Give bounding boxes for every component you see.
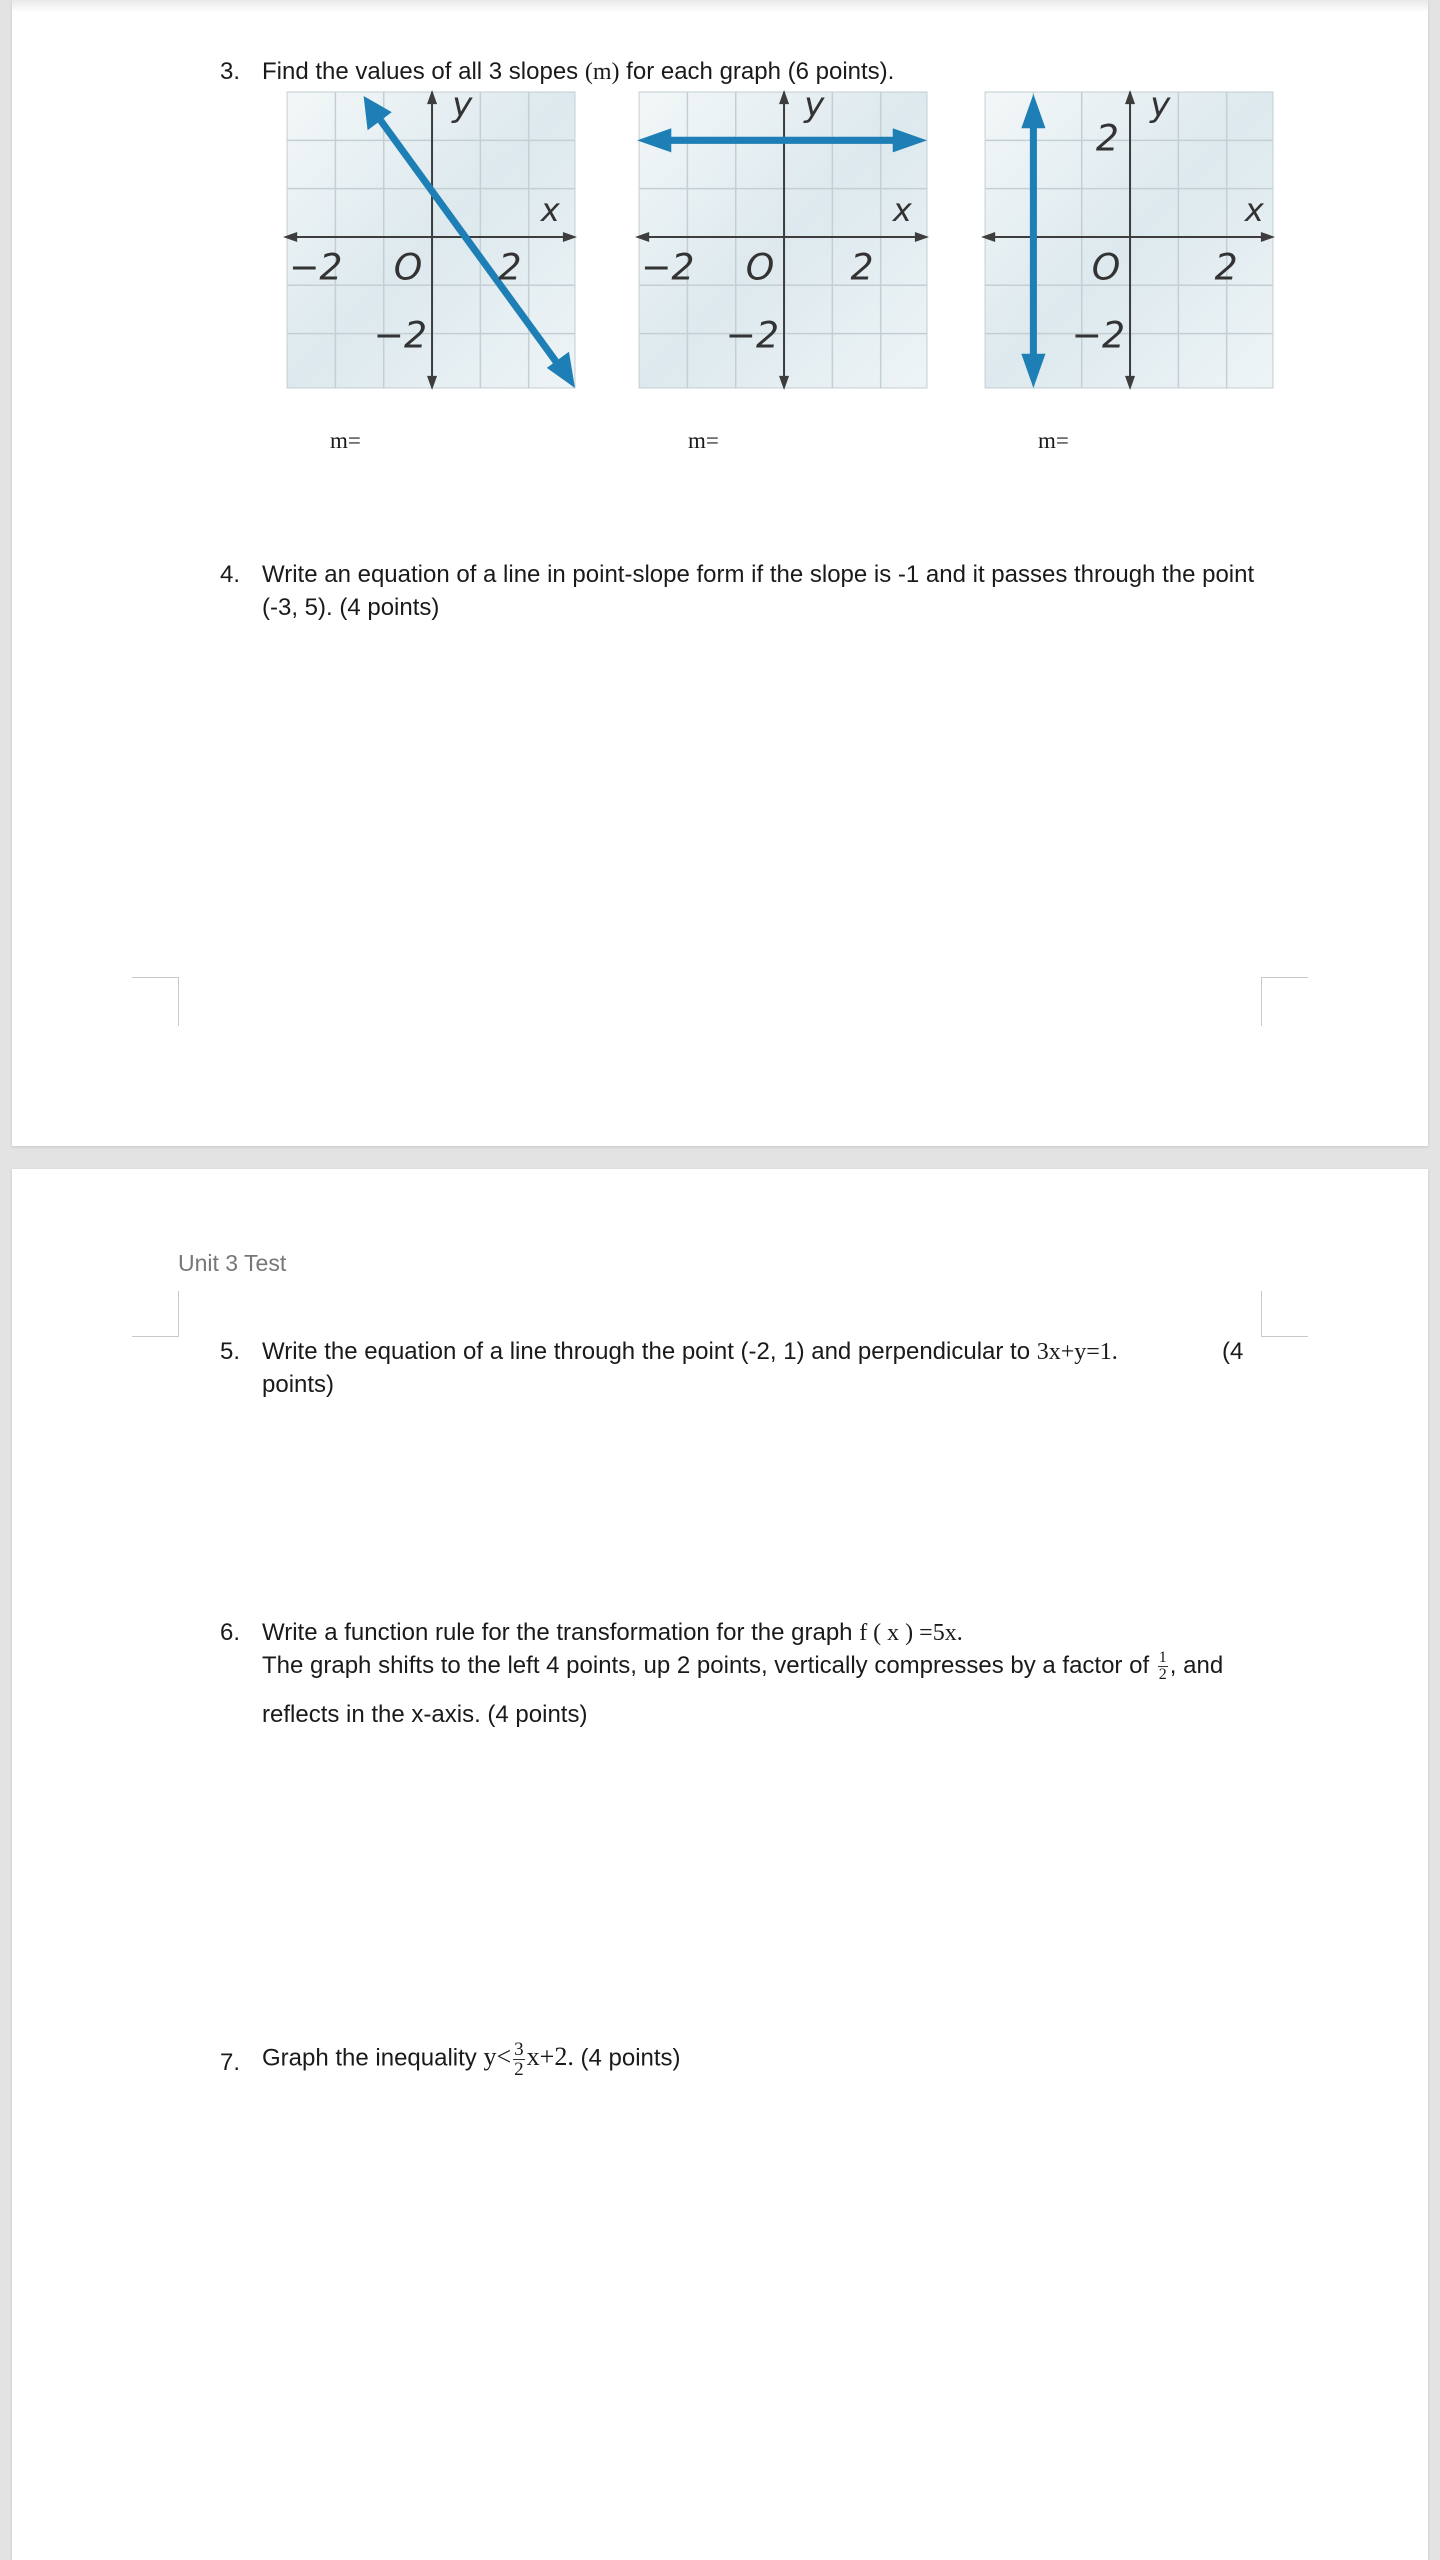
question-text-line: (-3, 5). (4 points) [262,594,440,621]
page-header: Unit 3 Test [178,1250,287,1276]
margin-crop-mark [1261,1291,1308,1337]
tick-label: 2 [1095,116,1119,160]
y-axis-label: y [804,90,825,126]
question-text-line: Graph the inequality y< $\frac{3}{2}$ x+2. (4 points) [262,2039,681,2080]
tick-label: 2 [498,245,522,289]
fraction: $\frac{1}{2}$ [1158,1649,1167,1684]
tick-label: −2 [641,245,695,289]
function-expression: f ( x ) =5x. [859,1620,963,1646]
question-text-line: Write a function rule for the transformation for the graph f ( x ) =5x. [262,1619,963,1646]
graph-horizontal-line [622,90,934,392]
origin-label: O [393,245,423,289]
question-number: 5. [220,1338,241,1365]
question-6 [12,1616,1428,1736]
question-7 [12,2040,1428,2110]
y-axis-label: y [1150,90,1171,126]
question-text-line: Write the equation of a line through the point (-2, 1) and perpendicular to 3x+y=1. [262,1338,1118,1365]
origin-label: O [745,245,775,289]
tick-label: −2 [1071,313,1126,357]
y-axis-label: y [452,90,473,126]
question-number: 3. [220,58,241,85]
question-number: 6. [220,1619,241,1646]
question-5 [12,1335,1428,1405]
question-text: Find the values of all 3 slopes (m) for each graph (6 points). [262,58,895,85]
tick-label: 2 [850,245,874,289]
points-value: points) [262,1371,335,1398]
margin-crop-mark [1261,977,1308,1026]
slope-answer-label: m= [1038,428,1069,453]
margin-crop-mark [132,977,179,1026]
tick-label: 2 [1214,245,1238,289]
slope-answer-label: m= [330,428,361,453]
graph-vertical-line [968,90,1280,392]
tick-label: −2 [725,313,780,357]
equation: 3x+y=1. [1036,1339,1118,1365]
x-axis-label: x [540,190,560,229]
x-axis-label: x [892,190,912,229]
inequality: y< $\frac{3}{2}$ x+2. [483,2039,574,2080]
question-text-line: Write an equation of a line in point-slope form if the slope is -1 and it passes through the point [262,561,1255,588]
x-axis-label: x [1244,190,1264,229]
tick-label: −2 [373,313,428,357]
question-4 [12,558,1428,628]
question-text-line: The graph shifts to the left 4 points, up 2 points, vertically compresses by a factor of $\frac{1}{2}$ , and [262,1649,1224,1684]
document-page-1 [12,0,1428,1146]
document-page-2 [12,1169,1428,2560]
margin-crop-mark [132,1291,179,1337]
origin-label: O [1091,245,1121,289]
question-number: 4. [220,561,241,588]
slope-answer-label: m= [688,428,719,453]
graph-negative-slope [270,90,582,392]
question-text-line: reflects in the x-axis. (4 points) [262,1701,588,1728]
fraction: $\frac{3}{2}$ [514,2039,524,2080]
question-number: 7. [220,2049,241,2076]
tick-label: −2 [289,245,343,289]
slope-variable: (m) [584,59,620,85]
points-value: (4 [1222,1338,1244,1365]
